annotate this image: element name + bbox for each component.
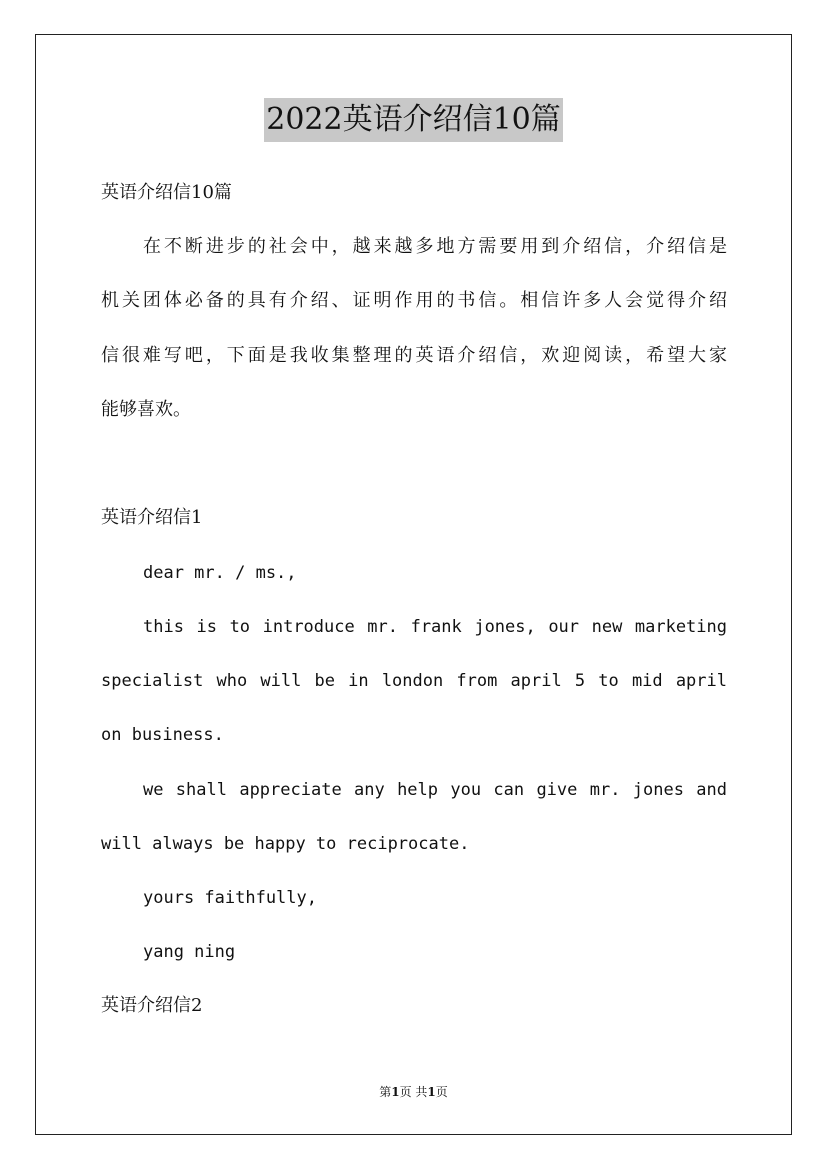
letter1-para2-line-1: we shall appreciate any help you can give mr. jones and [143, 780, 727, 800]
letter2-heading: 英语介绍信2 [101, 995, 203, 1016]
footer-mid: 页 共 [399, 1085, 428, 1099]
letter1-para1-line-1: this is to introduce mr. frank jones, our new marketing [143, 617, 727, 637]
title-container [0, 98, 827, 142]
footer-page-number: 1 [391, 1085, 400, 1099]
letter1-signature: yang ning [143, 942, 236, 962]
subtitle: 英语介绍信10篇 [101, 182, 232, 203]
footer-suffix: 页 [435, 1085, 448, 1099]
letter1-para2-line-2: will always be happy to reciprocate. [101, 834, 470, 854]
letter1-salutation: dear mr. / ms., [143, 563, 297, 583]
page-footer [0, 1083, 827, 1101]
document-title: 2022英语介绍信10篇 [264, 98, 563, 142]
letter1-heading: 英语介绍信1 [101, 507, 203, 528]
intro-line-4: 能够喜欢。 [101, 399, 191, 420]
intro-line-2: 机关团体必备的具有介绍、证明作用的书信。相信许多人会觉得介绍 [101, 290, 727, 311]
footer-prefix: 第 [379, 1085, 392, 1099]
intro-line-1: 在不断进步的社会中，越来越多地方需要用到介绍信，介绍信是 [143, 236, 727, 257]
footer-total-pages: 1 [427, 1085, 436, 1099]
letter1-closing: yours faithfully, [143, 888, 317, 908]
intro-line-3: 信很难写吧，下面是我收集整理的英语介绍信，欢迎阅读，希望大家 [101, 345, 727, 366]
letter1-para1-line-2: specialist who will be in london from april 5 to mid april [101, 671, 727, 691]
letter1-para1-line-3: on business. [101, 725, 224, 745]
